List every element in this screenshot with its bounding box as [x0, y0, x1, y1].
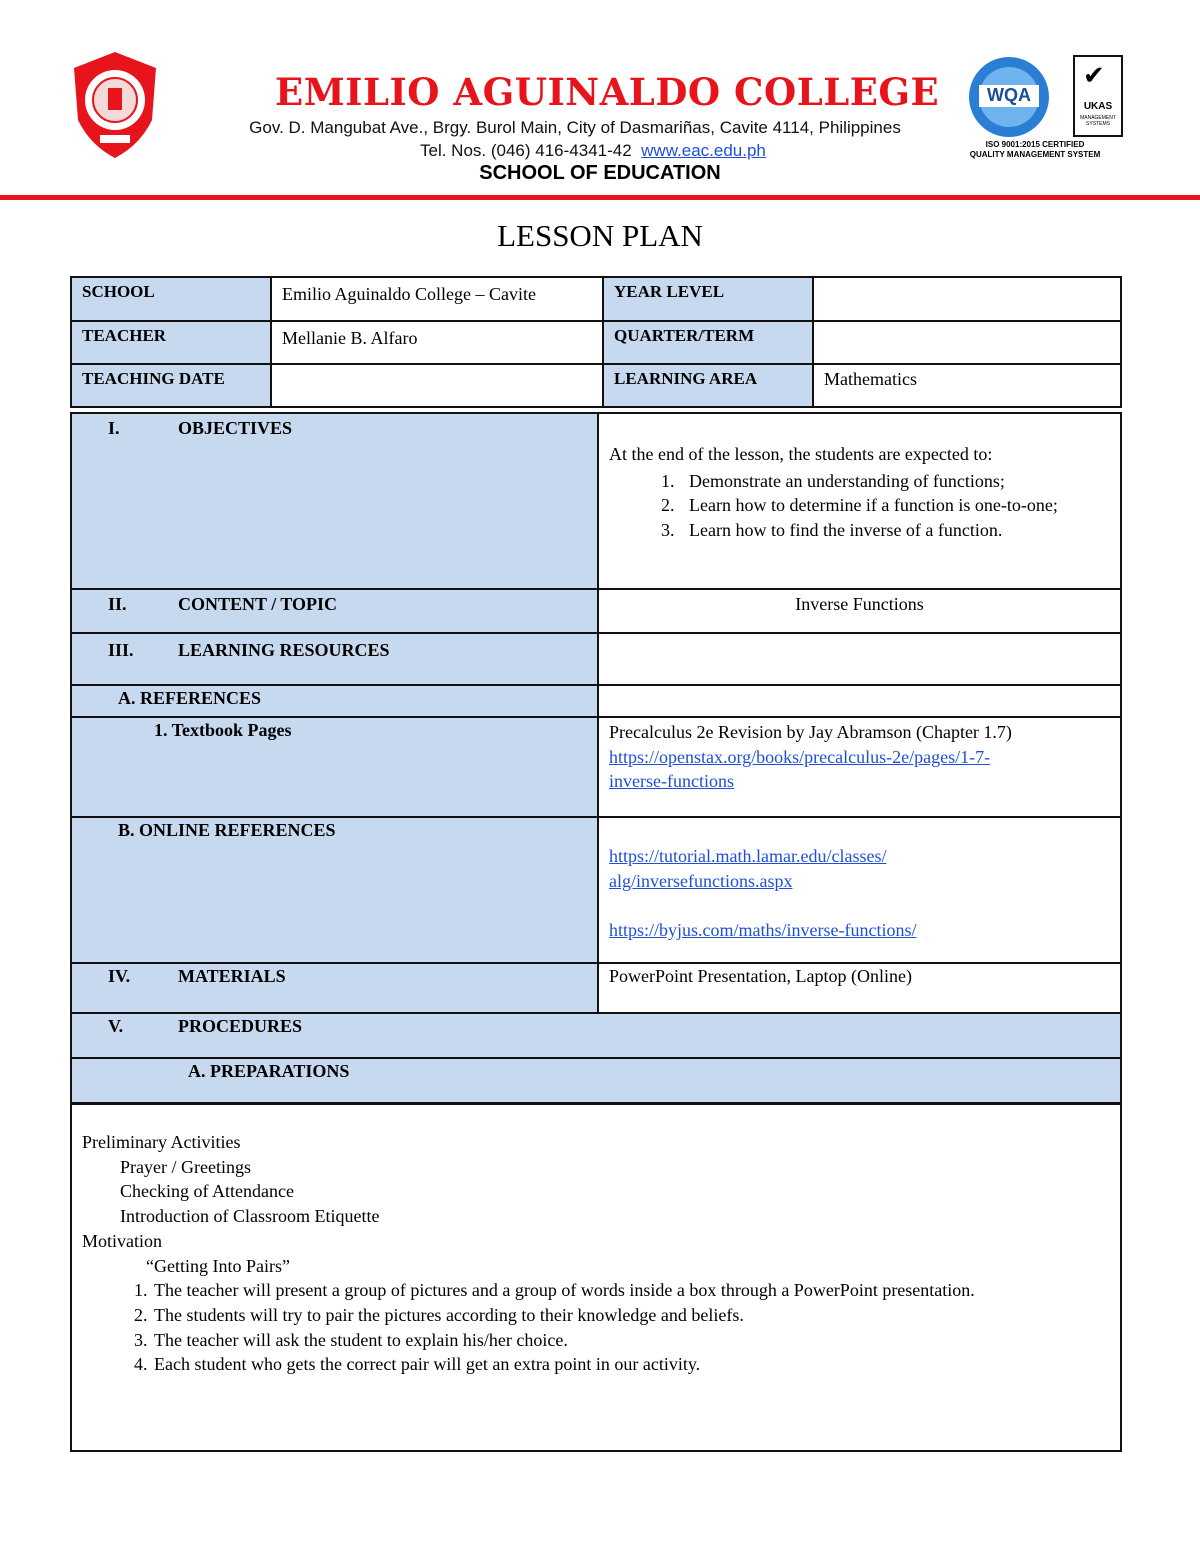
content-row [71, 589, 1121, 633]
resources-row [71, 633, 1121, 685]
school-label: SCHOOL [71, 277, 271, 321]
textbook-row [71, 717, 1121, 817]
references-label: A. REFERENCES [71, 685, 598, 717]
ukas-text: UKAS [1083, 101, 1113, 112]
procedures-label: PROCEDURES [178, 1016, 303, 1036]
online-references-label: B. ONLINE REFERENCES [71, 817, 598, 963]
textbook-reference: Precalculus 2e Revision by Jay Abramson (Chapter 1.7) [609, 722, 1012, 742]
preparations-label: A. PREPARATIONS [71, 1058, 1121, 1104]
objectives-label: OBJECTIVES [178, 418, 293, 438]
materials-row [71, 963, 1121, 1013]
motivation-step: 4. Each student who gets the correct pair will get an extra point in our activity. [152, 1352, 1032, 1377]
materials-number: IV. [108, 966, 131, 986]
preliminary-item: Checking of Attendance [120, 1181, 294, 1202]
references-value [598, 685, 1121, 717]
motivation-heading: Motivation [82, 1230, 162, 1251]
byjus-link[interactable]: https://byjus.com/maths/inverse-functions/ [609, 920, 917, 941]
resources-number: III. [108, 640, 134, 660]
lesson-sections-table [70, 412, 1122, 1105]
textbook-label: 1. Textbook Pages [71, 717, 598, 817]
preliminary-item: Prayer / Greetings [120, 1156, 251, 1177]
openstax-link-line-1: https://openstax.org/books/precalculus-2e/pages/1-7- [609, 746, 991, 767]
objective-item: 2. Learn how to determine if a function is one-to-one; [679, 493, 1090, 518]
objectives-row [71, 413, 1121, 589]
materials-label: MATERIALS [178, 966, 286, 986]
college-name: EMILIO AGUINALDO COLLEGE [275, 70, 940, 114]
references-row [71, 685, 1121, 717]
website-link[interactable]: www.eac.edu.ph [641, 141, 766, 160]
iso-line-1: ISO 9001:2015 CERTIFIED [985, 140, 1085, 149]
crown-check-icon: ✔ [1083, 61, 1105, 90]
ukas-subtext: MANAGEMENT SYSTEMS [1080, 115, 1116, 127]
objectives-content [598, 413, 1121, 589]
lamar-link-line-2: alg/inversefunctions.aspx [609, 870, 793, 891]
header-divider [0, 195, 1200, 200]
resources-value [598, 633, 1121, 685]
year-level-value [813, 277, 1121, 321]
objective-item: 3. Learn how to find the inverse of a function. [679, 518, 1090, 543]
online-references-row [71, 817, 1121, 963]
content-value: Inverse Functions [598, 589, 1121, 633]
telephone-line [420, 141, 920, 161]
materials-label-cell [71, 963, 598, 1013]
procedures-row [71, 1013, 1121, 1058]
teaching-date-value [271, 364, 603, 407]
procedures-label-cell [71, 1013, 1121, 1058]
iso-line-2: QUALITY MANAGEMENT SYSTEM [969, 150, 1101, 159]
motivation-steps [82, 1278, 1032, 1377]
document-title: LESSON PLAN [497, 218, 703, 253]
college-address: Gov. D. Mangubat Ave., Brgy. Burol Main, City of Dasmariñas, Cavite 4114, Philippines [249, 118, 901, 137]
info-table [70, 276, 1122, 408]
learning-area-label: LEARNING AREA [603, 364, 813, 407]
quarter-value [813, 321, 1121, 364]
ukas-logo [1073, 55, 1123, 137]
objectives-label-cell [71, 413, 598, 589]
activity-title: “Getting Into Pairs” [146, 1255, 290, 1276]
school-value: Emilio Aguinaldo College – Cavite [271, 277, 603, 321]
procedure-text [72, 1104, 1120, 1377]
iso-certification [950, 140, 1120, 160]
teacher-label: TEACHER [71, 321, 271, 364]
content-label-cell [71, 589, 598, 633]
teaching-date-label: TEACHING DATE [71, 364, 271, 407]
materials-value: PowerPoint Presentation, Laptop (Online) [598, 963, 1121, 1013]
teacher-value: Mellanie B. Alfaro [271, 321, 603, 364]
resources-label-cell [71, 633, 598, 685]
motivation-step: 3. The teacher will ask the student to explain his/her choice. [152, 1328, 1032, 1353]
textbook-content [598, 717, 1121, 817]
online-references-content [598, 817, 1121, 963]
college-seal-logo [70, 50, 160, 160]
wqa-logo [965, 55, 1053, 140]
resources-label: LEARNING RESOURCES [178, 640, 390, 660]
telephone-numbers: Tel. Nos. (046) 416-4341-42 [420, 141, 632, 160]
lamar-link[interactable] [609, 844, 1110, 893]
objectives-list [609, 469, 1090, 543]
preliminary-item: Introduction of Classroom Etiquette [120, 1206, 380, 1227]
openstax-link-line-2: inverse-functions [609, 771, 734, 792]
objectives-number: I. [108, 418, 120, 438]
learning-area-value: Mathematics [813, 364, 1121, 407]
motivation-step: 1. The teacher will present a group of pictures and a group of words inside a box through a PowerPoint presentation. [152, 1278, 1032, 1303]
objective-item: 1. Demonstrate an understanding of functions; [679, 469, 1090, 494]
openstax-link[interactable] [609, 745, 1110, 794]
content-number: II. [108, 594, 127, 614]
procedure-body [70, 1102, 1122, 1452]
procedures-number: V. [108, 1016, 124, 1036]
objectives-intro: At the end of the lesson, the students are expected to: [609, 444, 993, 464]
wqa-text: WQA [987, 85, 1031, 105]
lamar-link-line-1: https://tutorial.math.lamar.edu/classes/ [609, 846, 887, 866]
content-label: CONTENT / TOPIC [178, 594, 338, 614]
year-level-label: YEAR LEVEL [603, 277, 813, 321]
preparations-row [71, 1058, 1121, 1104]
quarter-label: QUARTER/TERM [603, 321, 813, 364]
department-name: SCHOOL OF EDUCATION [479, 162, 721, 184]
motivation-step: 2. The students will try to pair the pictures according to their knowledge and beliefs. [152, 1303, 1032, 1328]
preliminary-heading: Preliminary Activities [82, 1132, 241, 1152]
